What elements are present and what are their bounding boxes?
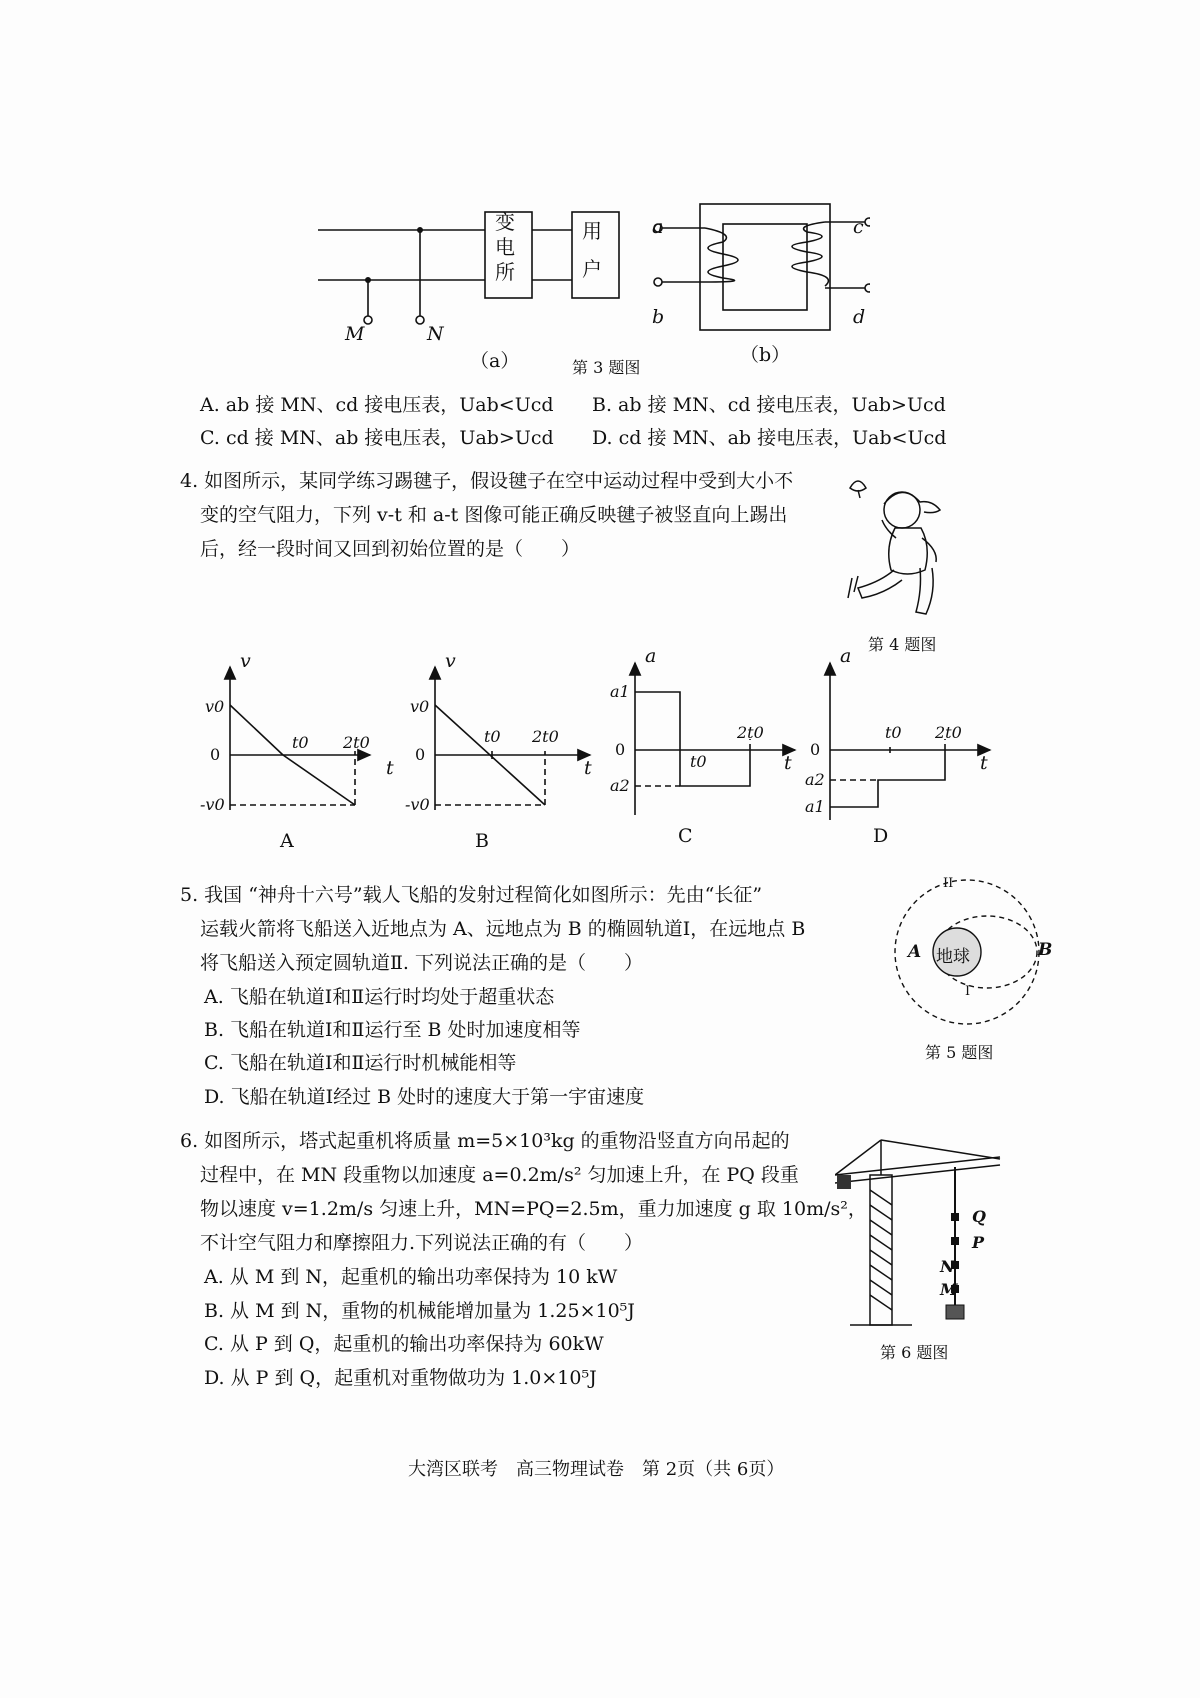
q6-option-b: B. 从 M 到 N，重物的机械能增加量为 1.25×10⁵J xyxy=(204,1300,635,1322)
q6-stem-line-1: 6. 如图所示，塔式起重机将质量 m=5×10³kg 的重物沿竖直方向吊起的 xyxy=(180,1130,790,1152)
terminal-b: b xyxy=(652,306,665,328)
q3-option-c: C. cd 接 MN、ab 接电压表，Uab>Ucd xyxy=(200,427,554,449)
q4-stem-line-3: 后，经一段时间又回到初始位置的是（ ） xyxy=(200,538,581,560)
graph-d-step xyxy=(830,750,945,807)
kid-kicking-shuttlecock-figure xyxy=(840,468,960,618)
orbit-i-label: I xyxy=(965,984,971,999)
graph-c-a2-label: a2 xyxy=(610,776,630,795)
graph-b-x-axis-label: t xyxy=(584,757,592,779)
graph-d-2t0-label: 2t0 xyxy=(935,723,962,742)
graph-b-t0-label: t0 xyxy=(484,727,501,746)
graph-a-fall-segment xyxy=(283,755,355,805)
q5-stem-line-1: 5. 我国 “神舟十六号”载人飞船的发射过程简化如图所示：先由“长征” xyxy=(180,884,763,906)
load-weight xyxy=(946,1305,964,1319)
q5-caption: 第 5 题图 xyxy=(925,1043,994,1062)
graph-c-option-label: C xyxy=(678,825,693,847)
graph-d-a2-label: a2 xyxy=(805,770,825,789)
terminal-a: a xyxy=(652,216,664,238)
graph-d-x-axis-label: t xyxy=(980,752,988,774)
graph-a-t0-label: t0 xyxy=(292,733,309,752)
graph-b-2t0-label: 2t0 xyxy=(532,727,559,746)
counterweight xyxy=(837,1175,851,1189)
graph-c-x-axis-label: t xyxy=(784,752,792,774)
point-a-label: A xyxy=(908,942,922,962)
q4-stem-line-1: 4. 如图所示，某同学练习踢毽子，假设毽子在空中运动过程中受到大小不 xyxy=(180,470,794,492)
graph-b-option-label: B xyxy=(475,830,489,852)
graph-b-y-axis-label: v xyxy=(445,650,456,672)
graph-c-a1-label: a1 xyxy=(610,682,630,701)
graph-a-option-label: A xyxy=(280,830,294,852)
orbit-ii-label: II xyxy=(943,876,954,891)
q3-option-a: A. ab 接 MN、cd 接电压表，Uab<Ucd xyxy=(200,394,554,416)
q5-option-a: A. 飞船在轨道Ⅰ和Ⅱ运行时均处于超重状态 xyxy=(204,986,555,1008)
graph-d-option-label: D xyxy=(873,825,889,847)
q6-caption: 第 6 题图 xyxy=(880,1343,949,1362)
graph-c-zero-label: 0 xyxy=(615,740,626,759)
point-n-label: N xyxy=(940,1257,955,1276)
q4-graphs xyxy=(190,655,1190,830)
q3-option-d: D. cd 接 MN、ab 接电压表，Uab<Ucd xyxy=(592,427,947,449)
graph-c-y-axis-label: a xyxy=(645,645,657,667)
q5-option-c: C. 飞船在轨道Ⅰ和Ⅱ运行时机械能相等 xyxy=(204,1052,517,1074)
graph-a-y-axis-label: v xyxy=(240,650,251,672)
q6-option-d: D. 从 P 到 Q，起重机对重物做功为 1.0×10⁵J xyxy=(204,1367,597,1389)
q6-stem-line-4: 不计空气阻力和摩擦阻力.下列说法正确的有（ ） xyxy=(200,1232,644,1254)
substation-box-label: 变电所 xyxy=(495,210,515,284)
crane-jib xyxy=(835,1157,1000,1175)
user-box-label: 用户 xyxy=(582,219,602,281)
graph-a-x-axis-label: t xyxy=(386,757,394,779)
point-m-label: M xyxy=(940,1280,958,1299)
graph-c-t0-label: t0 xyxy=(690,752,707,771)
q6-stem-line-3: 物以速度 v=1.2m/s 匀速上升，MN=PQ=2.5m，重力加速度 g 取 10m/s²， xyxy=(200,1198,867,1220)
graph-b-zero-label: 0 xyxy=(415,745,426,764)
q4-stem-line-2: 变的空气阻力，下列 v-t 和 a-t 图像可能正确反映毽子被竖直向上踢出 xyxy=(200,504,788,526)
q5-stem-line-3: 将飞船送入预定圆轨道Ⅱ. 下列说法正确的是（ ） xyxy=(200,952,643,974)
graph-c-2t0-label: 2t0 xyxy=(737,723,764,742)
graph-d-t0-label: t0 xyxy=(885,723,902,742)
point-q-label: Q xyxy=(972,1207,986,1226)
q5-stem-line-2: 运载火箭将飞船送入近地点为 A、远地点为 B 的椭圆轨道Ⅰ，在远地点 B xyxy=(200,918,806,940)
page-footer: 大湾区联考 高三物理试卷 第 2页（共 6页） xyxy=(408,1459,785,1480)
q5-option-b: B. 飞船在轨道Ⅰ和Ⅱ运行至 B 处时加速度相等 xyxy=(204,1019,581,1041)
point-b-label: B xyxy=(1038,940,1053,960)
graph-a-neg-v0-label: -v0 xyxy=(200,795,225,814)
graph-d-zero-label: 0 xyxy=(810,740,821,759)
graph-b-v0-label: v0 xyxy=(410,697,430,716)
q3-caption: 第 3 题图 xyxy=(572,358,641,377)
graph-c-step xyxy=(635,692,750,786)
q3-option-b: B. ab 接 MN、cd 接电压表，Uab>Ucd xyxy=(592,394,946,416)
label-m: M xyxy=(345,323,365,345)
graph-d-a1-label: a1 xyxy=(805,797,825,816)
fig-a-sublabel: （a） xyxy=(470,350,520,372)
graph-a-v0-label: v0 xyxy=(205,697,225,716)
point-p-label: P xyxy=(972,1233,985,1252)
q6-option-a: A. 从 M 到 N，起重机的输出功率保持为 10 kW xyxy=(204,1266,618,1288)
q4-caption: 第 4 题图 xyxy=(868,635,937,654)
q5-option-d: D. 飞船在轨道Ⅰ经过 B 处时的速度大于第一宇宙速度 xyxy=(204,1086,645,1108)
terminal-d: d xyxy=(853,306,866,328)
fig-b-sublabel: （b） xyxy=(740,344,791,366)
graph-b-neg-v0-label: -v0 xyxy=(405,795,430,814)
graph-a-2t0-label: 2t0 xyxy=(343,733,370,752)
graph-a-zero-label: 0 xyxy=(210,745,221,764)
q6-stem-line-2: 过程中，在 MN 段重物以加速度 a=0.2m/s² 匀加速上升，在 PQ 段重 xyxy=(200,1164,799,1186)
q6-option-c: C. 从 P 到 Q，起重机的输出功率保持为 60kW xyxy=(204,1333,604,1355)
earth-label: 地球 xyxy=(936,947,970,967)
terminal-c: c xyxy=(853,216,864,238)
graph-a-rise-segment xyxy=(230,705,283,755)
label-n: N xyxy=(427,323,444,345)
graph-d-y-axis-label: a xyxy=(840,645,852,667)
